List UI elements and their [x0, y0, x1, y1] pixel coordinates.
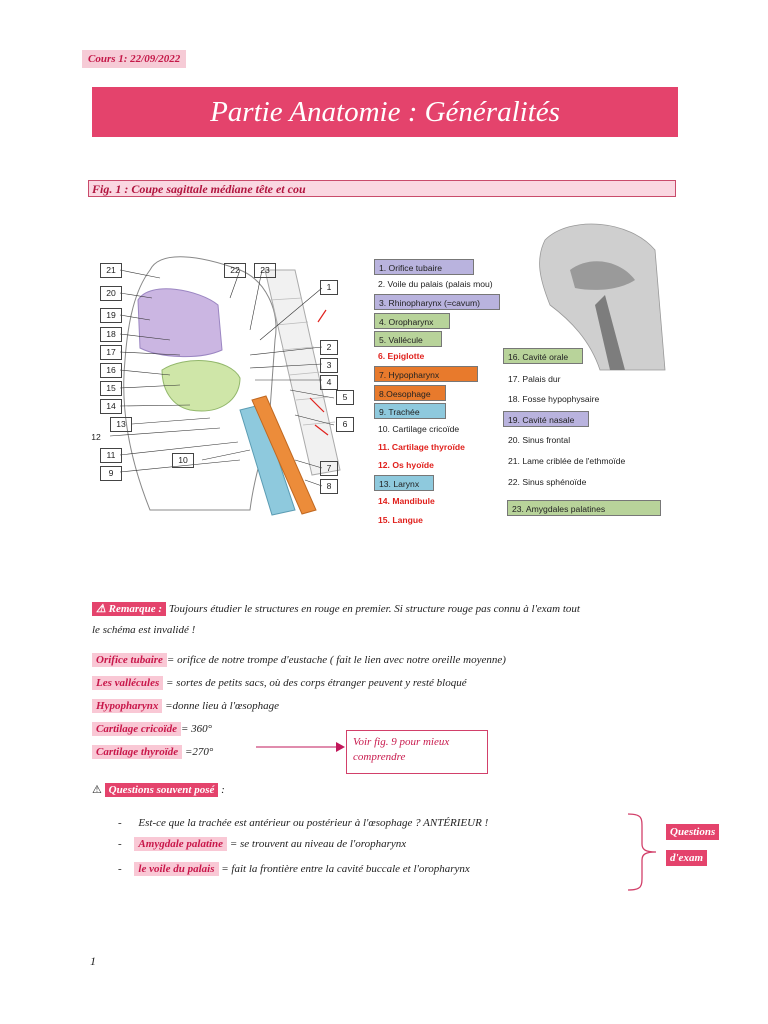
- definition-text: = orifice de notre trompe d'eustache ( fait le lien avec notre oreille moyenne): [166, 654, 506, 666]
- legend-item-11: 11. Cartilage thyroïde: [378, 442, 465, 452]
- figure-number-20: 20: [100, 286, 122, 301]
- list-dash: -: [118, 838, 122, 850]
- legend-item-12: 12. Os hyoïde: [378, 460, 434, 470]
- definition-text: =270°: [182, 746, 214, 758]
- question-item: [118, 838, 406, 850]
- definition-text: = 360°: [180, 723, 213, 735]
- legend-item-8: 8.Oesophage: [374, 385, 446, 401]
- page-number: 1: [90, 954, 96, 968]
- figure-number-17: 17: [100, 345, 122, 360]
- legend-item-5: 5. Vallécule: [374, 331, 442, 347]
- exam-tag-2: [666, 848, 707, 866]
- figure-number-6: 6: [336, 417, 354, 432]
- figure-number-21: 21: [100, 263, 122, 278]
- question-text: = se trouvent au niveau de l'oropharynx: [227, 838, 407, 850]
- list-dash: -: [118, 817, 122, 829]
- course-date-badge: Cours 1: 22/09/2022: [82, 50, 186, 68]
- legend-item-23: 23. Amygdales palatines: [507, 500, 661, 516]
- figure-number-4: 4: [320, 375, 338, 390]
- legend-item-16: 16. Cavité orale: [503, 348, 583, 364]
- figure-number-2: 2: [320, 340, 338, 355]
- figure-number-16: 16: [100, 363, 122, 378]
- figure-number-18: 18: [100, 327, 122, 342]
- definition-term: Orifice tubaire: [92, 653, 167, 667]
- remark-text-continued: le schéma est invalidé !: [92, 624, 196, 636]
- legend-item-18: 18. Fosse hypophysaire: [508, 394, 600, 404]
- figure-number-22: 22: [224, 263, 246, 278]
- definition-term: Hypopharynx: [92, 699, 162, 713]
- legend-item-19: 19. Cavité nasale: [503, 411, 589, 427]
- figure-number-3: 3: [320, 358, 338, 373]
- legend-item-7: 7. Hypopharynx: [374, 366, 478, 382]
- exam-tag-line2: d'exam: [666, 850, 707, 866]
- brace-icon: [624, 812, 660, 892]
- figure-number-11: 11: [100, 448, 122, 463]
- definition-cartilage-thyroide: [92, 746, 213, 758]
- legend-item-17: 17. Palais dur: [508, 374, 561, 384]
- question-text: Est-ce que la trachée est antérieur ou postérieur à l'œsophage ? ANTÉRIEUR !: [138, 817, 489, 829]
- definition-text: =donne lieu à l'œsophage: [162, 700, 280, 712]
- legend-item-2: 2. Voile du palais (palais mou): [378, 279, 493, 289]
- remark-text: Toujours étudier le structures en rouge en premier. Si structure rouge pas connu à l'exam tout: [166, 603, 580, 615]
- legend-item-1: 1. Orifice tubaire: [374, 259, 474, 275]
- figure-number-13: 13: [110, 417, 132, 432]
- note-box: Voir fig. 9 pour mieux comprendre: [346, 730, 488, 774]
- figure-number-15: 15: [100, 381, 122, 396]
- definition-term: Cartilage cricoïde: [92, 722, 181, 736]
- legend-item-9: 9. Trachée: [374, 403, 446, 419]
- questions-heading: [92, 783, 225, 796]
- figure-number-7: 7: [320, 461, 338, 476]
- list-dash: -: [118, 863, 122, 875]
- question-term: le voile du palais: [134, 862, 218, 876]
- figure-number-8: 8: [320, 479, 338, 494]
- legend-item-21: 21. Lame criblée de l'ethmoïde: [508, 456, 626, 466]
- legend-item-6: 6. Epiglotte: [378, 351, 425, 361]
- figure-number-10: 10: [172, 453, 194, 468]
- definition-hypopharynx: [92, 700, 279, 712]
- question-term: Amygdale palatine: [134, 837, 227, 851]
- figure-number-14: 14: [100, 399, 122, 414]
- arrow-icon: [256, 740, 346, 754]
- warning-icon: ⚠: [92, 784, 102, 796]
- legend-item-20: 20. Sinus frontal: [508, 435, 571, 445]
- definition-orifice-tubaire: [92, 654, 506, 666]
- legend-item-15: 15. Langue: [378, 515, 423, 525]
- legend-item-13: 13. Larynx: [374, 475, 434, 491]
- definition-text: = sortes de petits sacs, où des corps étranger peuvent y resté bloqué: [163, 677, 467, 689]
- exam-tag-1: [666, 822, 719, 840]
- figure-number-12: 12: [91, 432, 101, 442]
- definition-cartilage-cricoide: [92, 723, 212, 735]
- remark-label: ⚠ Remarque :: [92, 602, 166, 616]
- page-title: Partie Anatomie : Généralités: [92, 87, 678, 137]
- question-text: = fait la frontière entre la cavité buccale et l'oropharynx: [218, 863, 470, 875]
- legend-item-10: 10. Cartilage cricoïde: [378, 424, 460, 434]
- legend-item-14: 14. Mandibule: [378, 496, 435, 506]
- legend-item-22: 22. Sinus sphénoïde: [508, 477, 587, 487]
- figure-number-19: 19: [100, 308, 122, 323]
- questions-label: Questions souvent posé: [105, 783, 219, 797]
- definition-vallecules: [92, 677, 467, 689]
- question-item: [118, 863, 470, 875]
- figure-number-9: 9: [100, 466, 122, 481]
- definition-term: Les vallécules: [92, 676, 163, 690]
- figure-number-1: 1: [320, 280, 338, 295]
- definition-term: Cartilage thyroïde: [92, 745, 182, 759]
- remark-line: [92, 602, 580, 615]
- exam-tag-line1: Questions: [666, 824, 719, 840]
- questions-colon: :: [218, 784, 225, 796]
- figure-number-5: 5: [336, 390, 354, 405]
- figure-number-23: 23: [254, 263, 276, 278]
- question-item: [118, 817, 488, 829]
- legend-item-3: 3. Rhinopharynx (=cavum): [374, 294, 500, 310]
- anatomy-figure: [90, 210, 672, 530]
- legend-item-4: 4. Oropharynx: [374, 313, 450, 329]
- figure-caption: Fig. 1 : Coupe sagittale médiane tête et cou: [88, 180, 676, 197]
